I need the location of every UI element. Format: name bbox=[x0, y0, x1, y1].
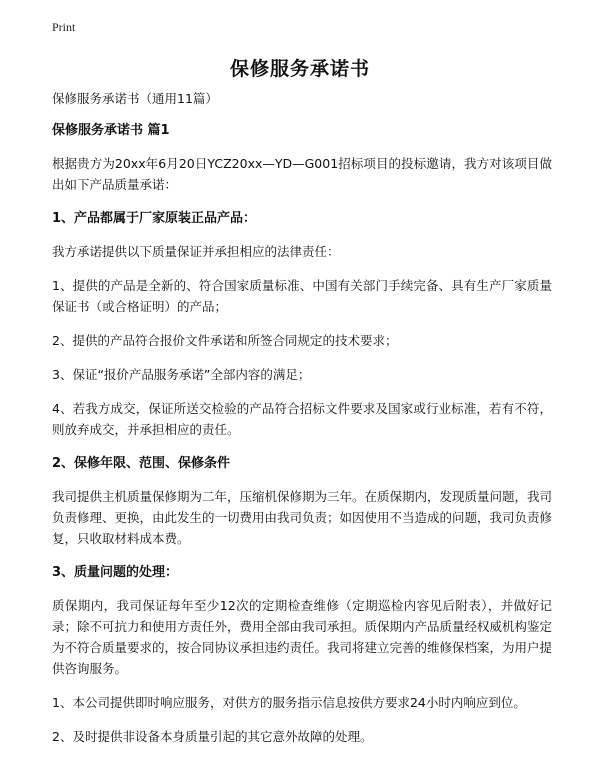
section-1-item-3: 3、保证“报价产品服务承诺”全部内容的满足； bbox=[52, 367, 311, 382]
intro-paragraph: 根据贵方为20xx年6月20日YCZ20xx—YD—G001招标项目的投标邀请，我方对该项目做出如下产品质量承诺： bbox=[52, 156, 552, 192]
section-3-item-1: 1、本公司提供即时响应服务，对供方的服务指示信息按供方要求24小时内响应到位。 bbox=[52, 695, 526, 710]
print-label: Print bbox=[52, 20, 76, 34]
section-2-body: 我司提供主机质量保修期为二年，压缩机保修期为三年。在质保期内，发现质量问题，我司负责修理、更换，由此发生的一切费用由我司负责；如因使用不当造成的问题，我司负责修复，只收取材料成本费。 bbox=[52, 489, 553, 546]
section-2-heading: 2、保修年限、范围、保修条件 bbox=[52, 456, 231, 471]
article-heading: 保修服务承诺书 篇1 bbox=[52, 123, 170, 138]
section-1-heading: 1、产品都属于厂家原装正品产品： bbox=[52, 211, 257, 226]
document-body bbox=[52, 88, 552, 760]
section-1-item-1: 1、提供的产品是全新的、符合国家质量标准、中国有关部门手续完备、具有生产厂家质量保证书（或合格证明）的产品； bbox=[52, 278, 552, 314]
section-3-heading: 3、质量问题的处理： bbox=[52, 565, 179, 580]
section-3-body: 质保期内，我司保证每年至少12次的定期检查维修（定期巡检内容见后附表），并做好记录；除不可抗力和使用方责任外，费用全部由我司承担。质保期内产品质量经权威机构鉴定为不符合质量要求的，按合同协议承担违约责任。我司将建立完善的维修保档案，为用户提供咨询服务。 bbox=[52, 598, 553, 676]
section-1-item-4: 4、若我方成交，保证所送交检验的产品符合招标文件要求及国家或行业标准，若有不符，则放弃成交，并承担相应的责任。 bbox=[52, 401, 552, 437]
section-1-lead: 我方承诺提供以下质量保证并承担相应的法律责任： bbox=[52, 244, 340, 259]
section-1-item-2: 2、提供的产品符合报价文件承诺和所签合同规定的技术要求； bbox=[52, 333, 398, 348]
document-subtitle: 保修服务承诺书（通用11篇） bbox=[52, 91, 218, 106]
section-3-item-2: 2、及时提供非设备本身质量引起的其它意外故障的处理。 bbox=[52, 729, 373, 744]
document-title: 保修服务承诺书 bbox=[229, 58, 370, 80]
